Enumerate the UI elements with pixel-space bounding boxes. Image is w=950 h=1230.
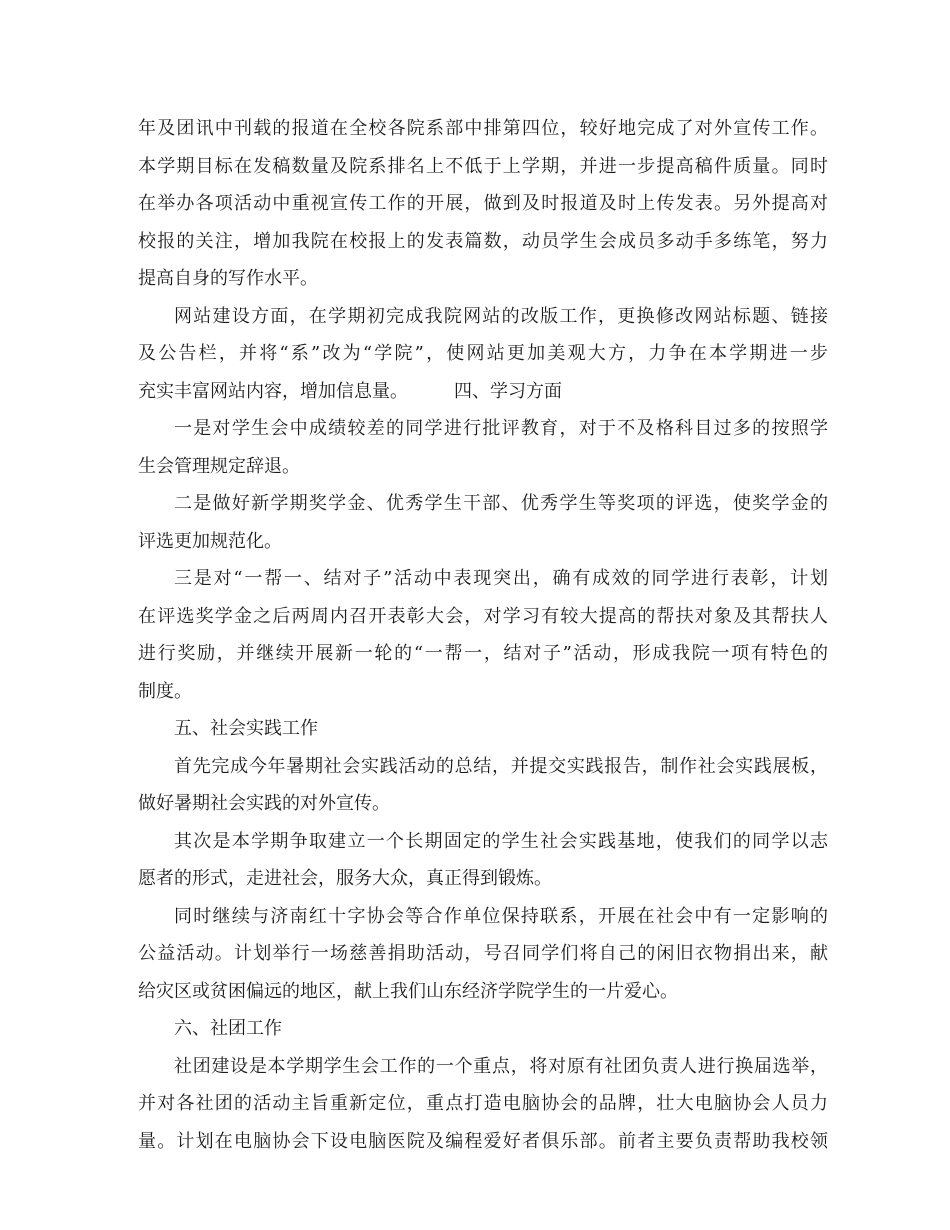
paragraph-line [138, 448, 828, 486]
paragraph-line [138, 335, 828, 373]
paragraph-line [138, 1048, 828, 1086]
line-text: 做好暑期社会实践的对外宣传。 [138, 793, 390, 814]
paragraph-line [138, 1010, 828, 1048]
paragraph-line [138, 898, 828, 936]
line-text: 生会管理规定辞退。 [138, 455, 300, 477]
line-text: 三是对“一帮一、结对子”活动中表现突出，确有成效的同学进行表彰，计划 [174, 568, 828, 589]
line-text: 年及团讯中刊载的报道在全校各院系部中排第四位，较好地完成了对外宣传工作。 [138, 118, 828, 139]
line-text: 六、社团工作 [174, 1018, 282, 1039]
paragraph-line [138, 973, 828, 1011]
line-text: 愿者的形式，走进社会，服务大众，真正得到锻炼。 [138, 868, 552, 889]
line-text: 同时继续与济南红十字协会等合作单位保持联系，开展在社会中有一定影响的 [174, 905, 828, 927]
line-text: 本学期目标在发稿数量及院系排名上不低于上学期，并进一步提高稿件质量。同时 [138, 155, 828, 177]
line-text: 充实丰富网站内容，增加信息量。 [138, 380, 408, 402]
paragraph-line [138, 523, 828, 561]
line-text: 在举办各项活动中重视宣传工作的开展，做到及时报道及时上传发表。另外提高对 [138, 193, 828, 214]
line-text: 校报的关注，增加我院在校报上的发表篇数，动员学生会成员多动手多练笔，努力 [138, 230, 828, 252]
paragraph-line [138, 485, 828, 523]
line-text: 制度。 [138, 680, 192, 702]
paragraph-line [138, 673, 828, 711]
paragraph-line [138, 1123, 828, 1161]
paragraph-line [138, 185, 828, 223]
paragraph-line [138, 710, 828, 748]
line-text: 给灾区或贫困偏远的地区，献上我们山东经济学院学生的一片爱心。 [138, 980, 678, 1002]
line-text: 首先完成今年暑期社会实践活动的总结，并提交实践报告，制作社会实践展板， [174, 755, 828, 777]
line-text: 五、社会实践工作 [174, 718, 318, 739]
line-text: 及公告栏，并将“系”改为“学院”，使网站更加美观大方，力争在本学期进一步 [138, 343, 828, 364]
line-text: 公益活动。计划举行一场慈善捐助活动，号召同学们将自己的闲旧衣物捐出来，献 [138, 943, 828, 964]
line-text: 量。计划在电脑协会下设电脑医院及编程爱好者俱乐部。前者主要负责帮助我校领 [138, 1130, 828, 1152]
paragraph-line [138, 635, 828, 673]
paragraph-line [138, 260, 828, 298]
paragraph-line [138, 785, 828, 823]
paragraph-line [138, 823, 828, 861]
paragraph-line [138, 1085, 828, 1123]
paragraph-line [138, 410, 828, 448]
section-heading-inline: 四、学习方面 [454, 380, 562, 402]
line-text: 提高自身的写作水平。 [138, 268, 318, 289]
line-text: 在评选奖学金之后两周内召开表彰大会，对学习有较大提高的帮扶对象及其帮扶人 [138, 605, 828, 627]
line-text: 进行奖励，并继续开展新一轮的“一帮一，结对子”活动，形成我院一项有特色的 [138, 643, 828, 664]
paragraph-line [138, 148, 828, 186]
line-text: 评选更加规范化。 [138, 530, 282, 552]
paragraph-line [138, 598, 828, 636]
line-text: 并对各社团的活动主旨重新定位，重点打造电脑协会的品牌，壮大电脑协会人员力 [138, 1093, 828, 1114]
paragraph-line [138, 935, 828, 973]
line-text: 一是对学生会中成绩较差的同学进行批评教育，对于不及格科目过多的按照学 [174, 418, 828, 439]
paragraph-line [138, 223, 828, 261]
paragraph-line [138, 298, 828, 336]
line-text: 其次是本学期争取建立一个长期固定的学生社会实践基地，使我们的同学以志 [174, 830, 828, 852]
paragraph-line [138, 110, 828, 148]
line-text: 社团建设是本学期学生会工作的一个重点，将对原有社团负责人进行换届选举， [174, 1055, 828, 1077]
paragraph-line [138, 748, 828, 786]
line-text: 二是做好新学期奖学金、优秀学生干部、优秀学生等奖项的评选，使奖学金的 [174, 493, 828, 514]
paragraph-line [138, 860, 828, 898]
paragraph-line [138, 373, 828, 411]
paragraph-line [138, 560, 828, 598]
line-text: 网站建设方面，在学期初完成我院网站的改版工作，更换修改网站标题、链接 [174, 305, 828, 327]
document-body [138, 110, 828, 1160]
